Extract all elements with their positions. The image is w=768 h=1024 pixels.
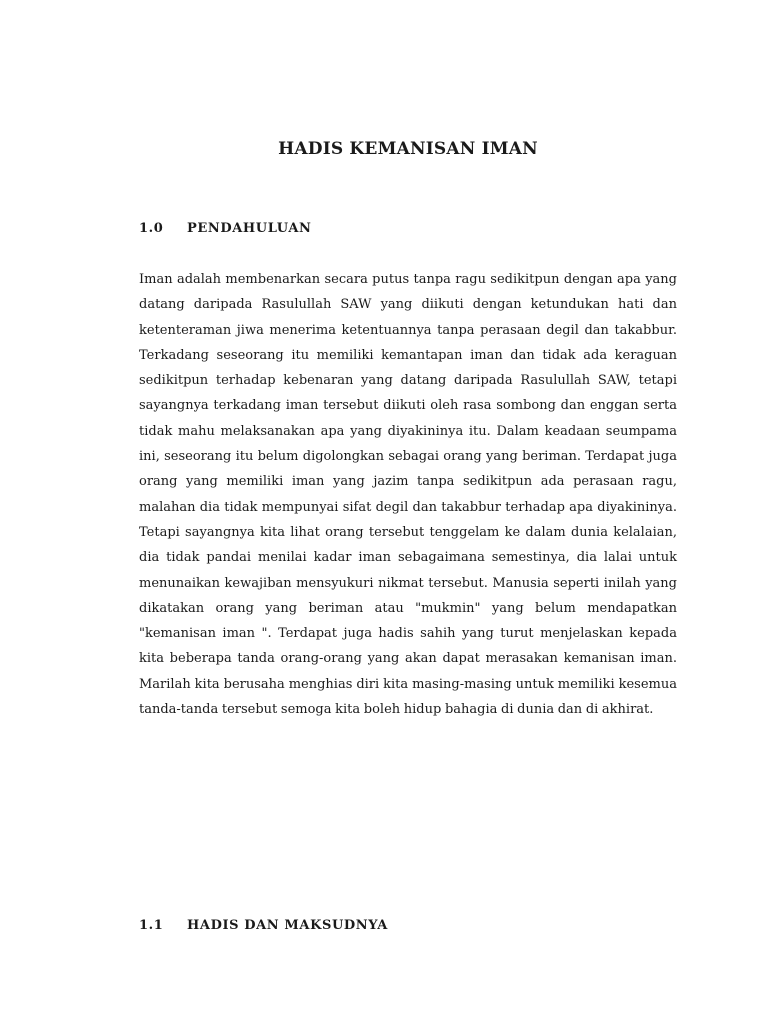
section-heading-hadis (139, 918, 388, 933)
section-heading-pendahuluan (139, 221, 311, 236)
body-paragraph: Iman adalah membenarkan secara putus tanpa ragu sedikitpun dengan apa yang datang daripada Rasulullah SAW yang diikuti dengan ketundukan hati dan ketenteraman jiwa menerima ketentuannya tanpa perasaan degil dan takabbur. Terkadang seseorang itu memiliki kemantapan iman dan tidak ada keraguan sedikitpun terhadap kebenaran yang datang daripada Rasulullah SAW, tetapi sayangnya terkadang iman tersebut diikuti oleh rasa sombong dan enggan serta tidak mahu melaksanakan apa yang diyakininya itu. Dalam keadaan seumpama ini, seseorang itu belum digolongkan sebagai orang yang beriman. Terdapat juga orang yang memiliki iman yang jazim tanpa sedikitpun ada perasaan ragu, malahan dia tidak mempunyai sifat degil dan takabbur terhadap apa diyakininya. Tetapi sayangnya kita lihat orang tersebut tenggelam ke dalam dunia kelalaian, dia tidak pandai menilai kadar iman sebagaimana semestinya, dia lalai untuk menunaikan kewajiban mensyukuri nikmat tersebut. Manusia seperti inilah yang dikatakan orang yang beriman atau "mukmin" yang belum mendapatkan "kemanisan iman ". Terdapat juga hadis sahih yang turut menjelaskan kepada kita beberapa tanda orang-orang yang akan dapat merasakan kemanisan iman. Marilah kita berusaha menghias diri kita masing-masing untuk memiliki kesemua tanda-tanda tersebut semoga kita boleh hidup bahagia di dunia dan di akhirat. (139, 272, 677, 718)
document-title: HADIS KEMANISAN IMAN (278, 139, 538, 159)
section-title: PENDAHULUAN (187, 221, 312, 236)
section-number: 1.1 (139, 918, 164, 933)
section-title: HADIS DAN MAKSUDNYA (187, 918, 388, 933)
section-number: 1.0 (139, 221, 164, 236)
